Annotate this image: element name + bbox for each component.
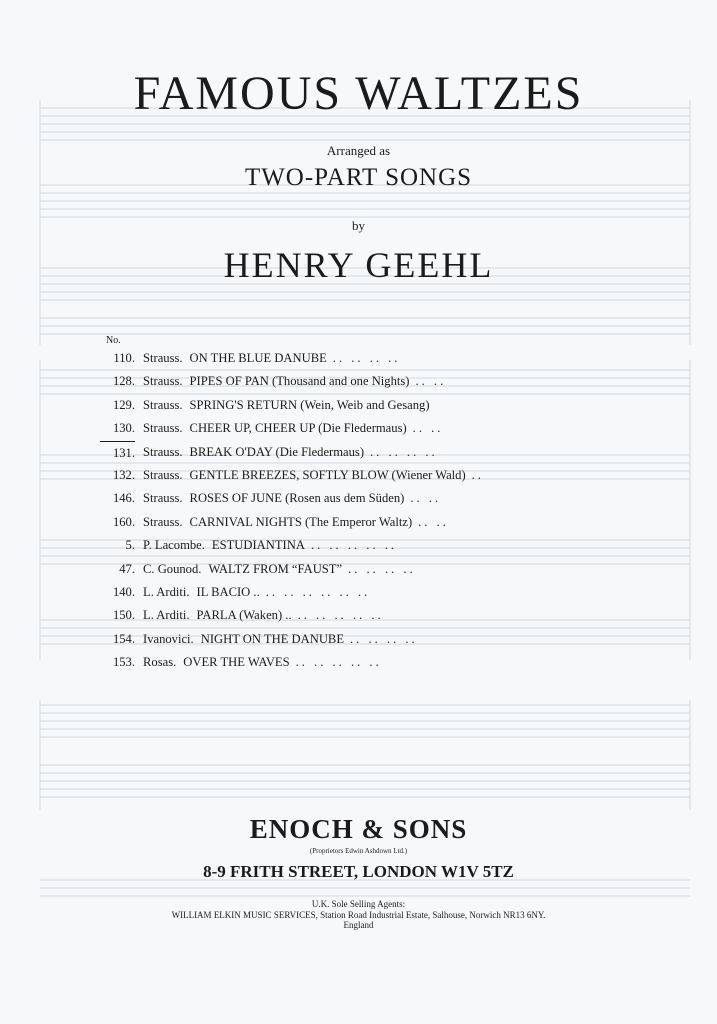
song-composer: C. Gounod. (143, 561, 202, 576)
song-composer: Strauss. (143, 421, 183, 436)
song-number: 146. (112, 491, 135, 506)
song-composer: Strauss. (143, 514, 183, 529)
song-row (100, 487, 620, 510)
song-row (100, 417, 620, 440)
song-title: BREAK O'DAY (Die Fledermaus) (189, 444, 365, 459)
song-number: 160. (112, 514, 135, 529)
song-number: 153. (112, 655, 135, 670)
song-composer: Strauss. (143, 491, 183, 506)
leader-dots: .. .. .. .. (370, 444, 438, 459)
leader-dots: .. .. (415, 374, 447, 389)
song-composer: Strauss. (143, 351, 183, 365)
song-title: CARNIVAL NIGHTS (The Emperor Waltz) (189, 514, 413, 529)
song-title: ESTUDIANTINA (211, 538, 305, 553)
song-list (100, 336, 620, 674)
song-composer: Strauss. (143, 444, 183, 459)
song-title: SPRING'S RETURN (Wein, Weib and Gesang) (189, 397, 430, 412)
publisher-name: ENOCH & SONS (249, 814, 468, 844)
song-number: 131. (100, 441, 135, 464)
song-title: OVER THE WAVES (183, 655, 290, 670)
song-row (100, 394, 620, 417)
leader-dots: .. .. .. .. .. (295, 655, 382, 670)
publisher-address: 8-9 FRITH STREET, LONDON W1V 5TZ (203, 862, 514, 881)
song-composer: Strauss. (143, 374, 183, 389)
song-title: PARLA (Waken) .. (196, 608, 292, 623)
song-composer: Rosas. (143, 655, 177, 670)
number-column-header: No. (106, 335, 121, 346)
arranged-as-text: Arranged as (326, 143, 391, 158)
song-number: 132. (112, 467, 135, 482)
song-number: 5. (125, 538, 135, 553)
song-number: 130. (112, 421, 135, 436)
song-number: 129. (112, 397, 135, 412)
song-composer: Strauss. (143, 467, 183, 482)
arranger-name: HENRY GEEHL (223, 245, 494, 285)
song-number: 47. (119, 561, 135, 576)
song-row (100, 628, 620, 651)
agents-heading: U.K. Sole Selling Agents: (311, 899, 406, 909)
selling-agents (0, 899, 717, 931)
leader-dots: .. .. .. .. .. .. (265, 584, 371, 599)
song-row (100, 370, 620, 393)
by-text: by (352, 218, 365, 233)
song-composer: L. Arditi. (143, 608, 190, 623)
song-title: ROSES OF JUNE (Rosen aus dem Süden) (189, 491, 405, 506)
song-row (100, 558, 620, 581)
leader-dots: .. .. .. .. .. (310, 538, 398, 553)
song-row (100, 581, 620, 604)
song-row (100, 511, 620, 534)
song-row (100, 604, 620, 627)
song-number: 154. (112, 631, 135, 646)
page-title: FAMOUS WALTZES (133, 67, 584, 120)
leader-dots: .. .. .. .. .. (297, 608, 384, 623)
leader-dots: .. .. .. .. (350, 631, 418, 646)
leader-dots (430, 394, 620, 417)
leader-dots: .. .. (410, 491, 442, 506)
song-title: CHEER UP, CHEER UP (Die Fledermaus) (189, 421, 407, 436)
song-number: 140. (112, 584, 135, 599)
leader-dots: .. (471, 467, 484, 482)
subtitle: TWO-PART SONGS (244, 164, 473, 191)
song-title: GENTLE BREEZES, SOFTLY BLOW (Wiener Wald) (189, 467, 466, 482)
song-number: 110. (113, 351, 135, 365)
song-row (100, 464, 620, 487)
song-title: ON THE BLUE DANUBE (189, 351, 327, 365)
song-composer: Strauss. (143, 397, 183, 412)
leader-dots: .. .. (412, 421, 444, 436)
agents-address: WILLIAM ELKIN MUSIC SERVICES, Station Road Industrial Estate, Salhouse, Norwich NR13 6NY. (171, 909, 546, 920)
proprietors-note: (Proprietors Edwin Ashdown Ltd.) (309, 847, 408, 855)
song-title: NIGHT ON THE DANUBE (200, 631, 345, 646)
song-composer: P. Lacombe. (143, 538, 205, 553)
song-number: 150. (112, 608, 135, 623)
song-title: PIPES OF PAN (Thousand and one Nights) (189, 374, 410, 389)
leader-dots: .. .. .. .. (332, 351, 401, 365)
leader-dots: .. .. (418, 514, 449, 529)
leader-dots: .. .. .. .. (348, 561, 416, 576)
song-composer: Ivanovici. (143, 631, 194, 646)
song-composer: L. Arditi. (143, 584, 190, 599)
song-title: WALTZ FROM “FAUST” (208, 561, 343, 576)
agents-country: England (343, 920, 374, 930)
song-title: IL BACIO .. (196, 584, 260, 599)
song-row (100, 347, 620, 370)
song-row-selected (100, 441, 620, 464)
song-row (100, 534, 620, 557)
song-number: 128. (112, 374, 135, 389)
song-row (100, 651, 620, 674)
